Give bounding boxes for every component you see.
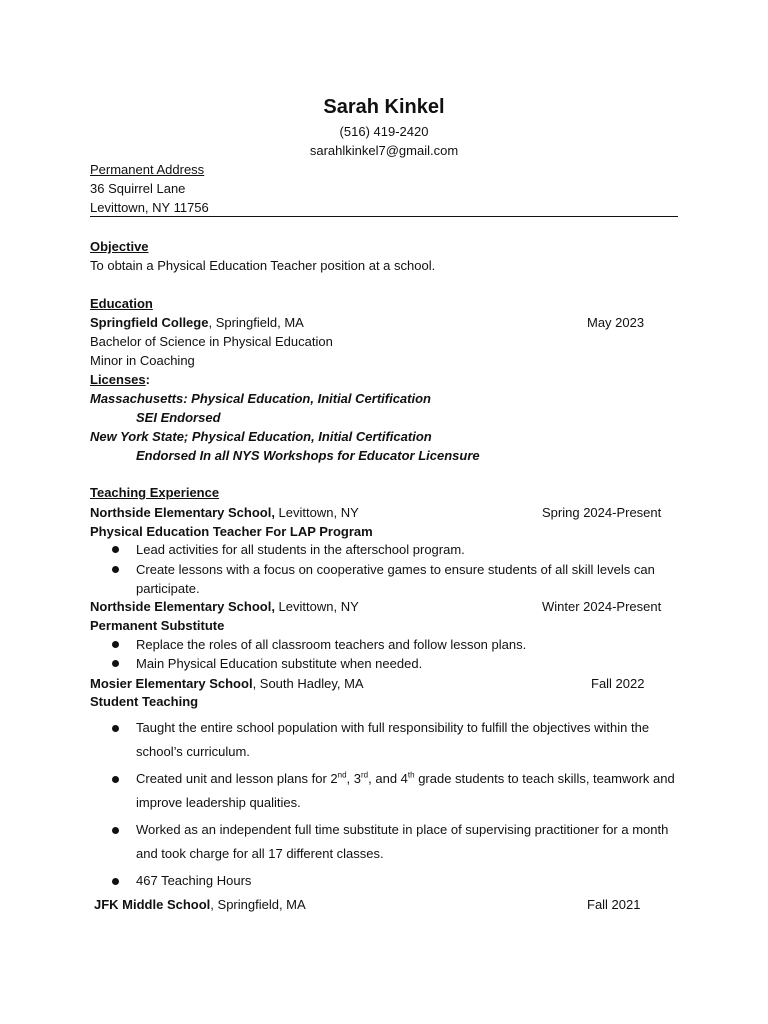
bullet-text: Replace the roles of all classroom teachers and follow lesson plans. (136, 637, 527, 652)
job-3-school: Mosier Elementary School (90, 676, 253, 691)
bullet-icon (112, 641, 119, 648)
job-2-school: Northside Elementary School, (90, 599, 275, 614)
bullet-icon (112, 776, 119, 783)
license-massachusetts-note: SEI Endorsed (136, 410, 221, 425)
bullet-icon (112, 878, 119, 885)
bullet-icon (112, 660, 119, 667)
licenses-heading-line (90, 370, 150, 389)
job-2-title: Permanent Substitute (90, 618, 225, 633)
bullet-text-part: , 3 (346, 771, 362, 786)
objective-text: To obtain a Physical Education Teacher position at a school. (90, 258, 436, 273)
license-new-york: New York State; Physical Education, Initial Certification (90, 429, 432, 444)
bullet-text: Taught the entire school population with full responsibility to fulfill the objectives within the school’s curriculum. (136, 720, 650, 759)
ordinal-suffix: rd (361, 770, 369, 780)
bullet-icon (112, 827, 119, 834)
bullet-text: Lead activities for all students in the afterschool program. (136, 542, 465, 557)
job-2-date: Winter 2024-Present (542, 599, 662, 614)
list-item (112, 560, 678, 598)
education-school-line (90, 313, 304, 332)
licenses-colon: : (145, 372, 150, 387)
list-item (112, 869, 678, 893)
job-1-school: Northside Elementary School, (90, 505, 275, 520)
list-item (112, 635, 678, 654)
bullet-text (136, 767, 681, 815)
ordinal-suffix: th (407, 770, 415, 780)
job-1-school-line (90, 503, 359, 522)
job-3-location: , South Hadley, MA (252, 676, 364, 691)
job-4-school-line (94, 895, 306, 914)
job-3-title: Student Teaching (90, 694, 199, 709)
bullet-icon (112, 725, 119, 732)
address-line-2: Levittown, NY 11756 (90, 200, 209, 215)
ordinal-suffix: nd (337, 770, 347, 780)
education-degree: Bachelor of Science in Physical Education (90, 334, 333, 349)
list-item (112, 540, 678, 559)
license-new-york-note: Endorsed In all NYS Workshops for Educator Licensure (136, 448, 480, 463)
job-1-location: Levittown, NY (274, 505, 359, 520)
candidate-name: Sarah Kinkel (323, 96, 445, 118)
phone-number: (516) 419-2420 (339, 124, 429, 139)
job-2-location: Levittown, NY (274, 599, 359, 614)
job-1-title: Physical Education Teacher For LAP Program (90, 524, 373, 539)
job-3-date: Fall 2022 (591, 676, 645, 691)
job-1-date: Spring 2024-Present (542, 505, 662, 520)
education-minor: Minor in Coaching (90, 353, 195, 368)
license-massachusetts: Massachusetts: Physical Education, Initial Certification (90, 391, 431, 406)
list-item (112, 716, 678, 764)
list-item (112, 654, 678, 673)
experience-heading: Teaching Experience (90, 485, 220, 500)
address-line-1: 36 Squirrel Lane (90, 181, 186, 196)
bullet-text: Worked as an independent full time substitute in place of supervising practitioner for a month and took charge for all 17 different classes. (136, 822, 669, 861)
list-item (112, 818, 678, 866)
education-heading: Education (90, 296, 153, 311)
job-2-school-line (90, 597, 359, 616)
education-date: May 2023 (587, 315, 645, 330)
bullet-text-part: grade students to teach skills, teamwork and improve leadership qualities. (136, 771, 675, 810)
job-4-location: , Springfield, MA (210, 897, 306, 912)
bullet-text: 467 Teaching Hours (136, 873, 252, 888)
list-item (112, 767, 678, 815)
bullet-text: Create lessons with a focus on cooperative games to ensure students of all skill levels can participate. (136, 562, 655, 596)
email-address: sarahlkinkel7@gmail.com (309, 143, 459, 158)
bullet-text-part: Created unit and lesson plans for 2 (136, 771, 338, 786)
licenses-heading: Licenses (90, 372, 146, 387)
bullet-text: Main Physical Education substitute when needed. (136, 656, 423, 671)
job-3-school-line (90, 674, 364, 693)
bullet-text-part: , and 4 (368, 771, 408, 786)
education-location: , Springfield, MA (208, 315, 304, 330)
bullet-icon (112, 546, 119, 553)
job-4-school: JFK Middle School (94, 897, 211, 912)
education-school: Springfield College (90, 315, 209, 330)
bullet-icon (112, 566, 119, 573)
address-heading: Permanent Address (90, 162, 205, 177)
objective-heading: Objective (90, 239, 149, 254)
header-divider (90, 216, 678, 217)
job-4-date: Fall 2021 (587, 897, 641, 912)
